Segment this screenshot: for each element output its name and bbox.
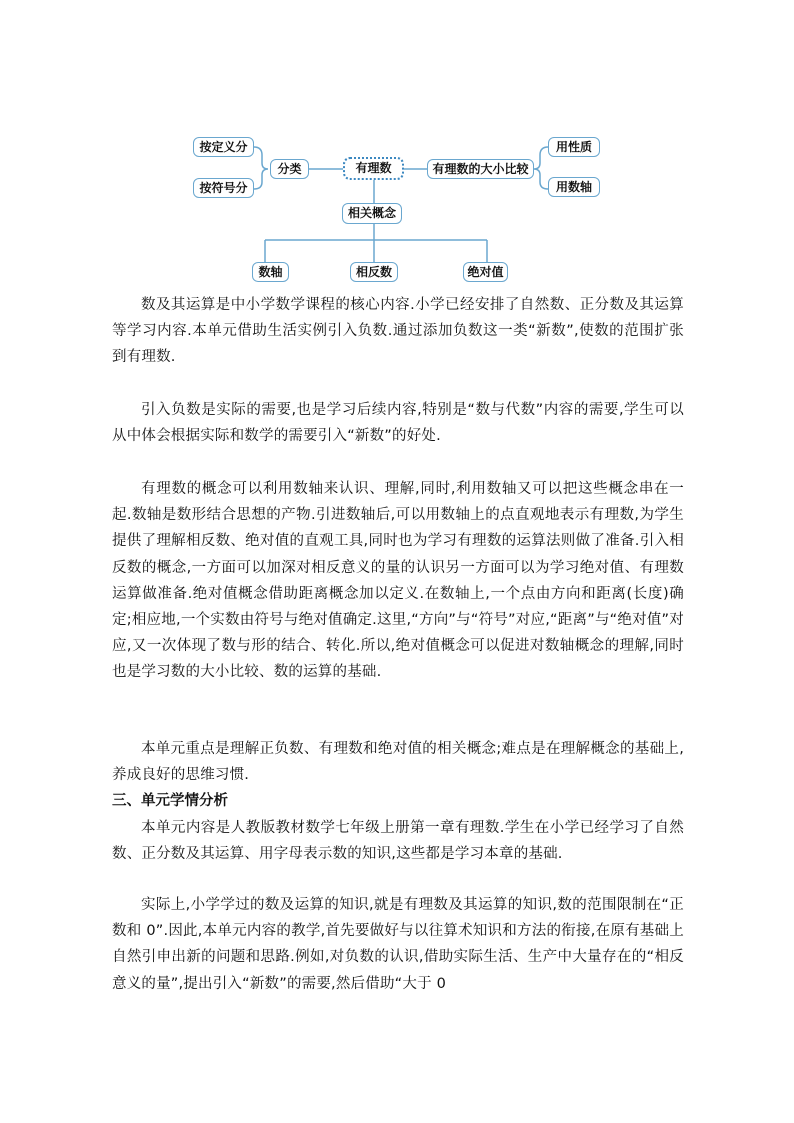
paragraph-number-line: 有理数的概念可以利用数轴来认识、理解,同时,利用数轴又可以把这些概念串在一起.数轴是数形结合思想的产物.引进数轴后,可以用数轴上的点直观地表示有理数,为学生提供了理解相反数、绝对值的直观工具,同时也为学习有理数的运算法则做了准备.引入相反数的概念,一方面可以加深对相反意义的量的认识另一方面可以为学习绝对值、有理数运算做准备.绝对值概念借助距离概念加以定义.在数轴上,一个点由方向和距离(长度)确定;相应地,一个实数由符号与绝对值确定.这里,“方向”与“符号”对应,“距离”与“绝对值”对应,又一次体现了数与形的结合、转化.所以,绝对值概念可以促进对数轴概念的理解,同时也是学习数的大小比较、数的运算的基础. [112,481,684,681]
right-brace [534,147,548,189]
paragraph-learner-transition: 实际上,小学学过的数及运算的知识,就是有理数及其运算的知识,数的范围限制在“正数和 0”.因此,本单元内容的教学,首先要做好与以往算术知识和方法的衔接,在原有基础上自然引申出新的问题和思路.例如,对负数的认识,借助实际生活、生产中大量存在的“相反意义的量”,提出引入“新数”的需要,然后借助“大于 0 [112,897,684,992]
node-concept-absolute-value: 绝对值 [463,262,508,282]
concept-map-connectors [0,0,794,290]
node-compare: 有理数的大小比较 [427,159,534,179]
node-classify-by-sign: 按符号分 [193,178,254,198]
paragraph-learner-base: 本单元内容是人教版教材数学七年级上册第一章有理数.学生在小学已经学习了自然数、正分数及其运算、用字母表示数的知识,这些都是学习本章的基础. [112,820,684,863]
node-classify: 分类 [270,159,309,179]
section-heading-learner-analysis: 三、单元学情分析 [112,793,228,809]
paragraph-intro: 数及其运算是中小学数学课程的核心内容.小学已经安排了自然数、正分数及其运算等学习内容.本单元借助生活实例引入负数.通过添加负数这一类“新数”,使数的范围扩张到有理数. [112,297,684,366]
left-brace [254,147,268,189]
node-compare-by-property: 用性质 [548,137,600,157]
node-related-concepts: 相关概念 [342,203,402,224]
node-compare-by-number-line: 用数轴 [548,177,600,197]
node-concept-opposite: 相反数 [350,262,398,282]
node-concept-number-line: 数轴 [252,262,289,282]
paragraph-negative-numbers: 引入负数是实际的需要,也是学习后续内容,特别是“数与代数”内容的需要,学生可以从中体会根据实际和数学的需要引入“新数”的好处. [112,402,684,445]
node-classify-by-definition: 按定义分 [193,137,254,157]
node-root-rational-numbers: 有理数 [343,157,404,180]
paragraph-focus: 本单元重点是理解正负数、有理数和绝对值的相关概念;难点是在理解概念的基础上,养成良好的思维习惯. [112,741,684,784]
concept-map [0,0,794,290]
